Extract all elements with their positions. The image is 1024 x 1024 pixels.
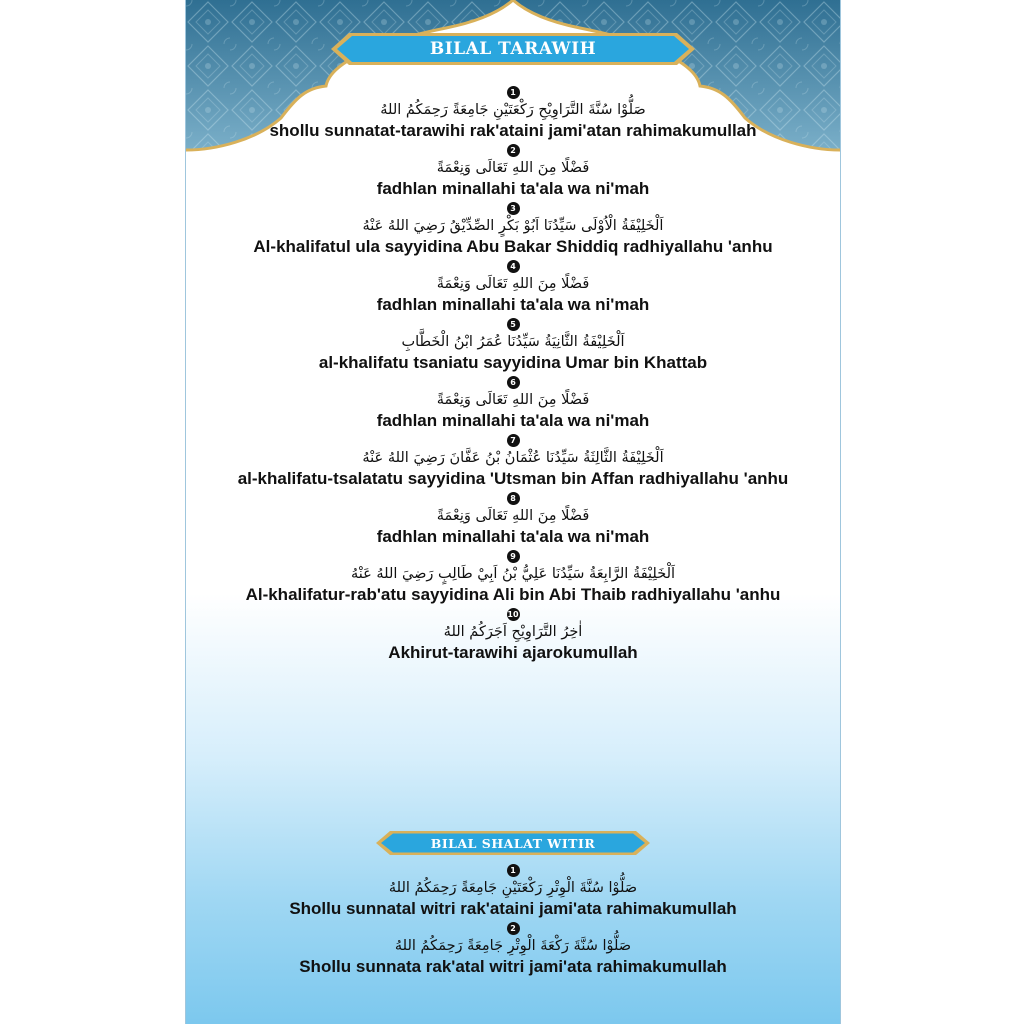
witir-item [186,920,840,978]
item-number-badge: 2 [507,144,520,157]
latin-transliteration: fadhlan minallahi ta'ala wa ni'mah [376,527,650,546]
tarawih-item [186,490,840,548]
latin-transliteration: fadhlan minallahi ta'ala wa ni'mah [376,179,650,198]
item-number-badge: 5 [507,318,520,331]
latin-transliteration: fadhlan minallahi ta'ala wa ni'mah [376,295,650,314]
witir-banner [376,829,650,857]
latin-transliteration: al-khalifatu-tsalatatu sayyidina 'Utsman bin Affan radhiyallahu 'anhu [237,469,789,488]
tarawih-item [186,316,840,374]
tarawih-item [186,258,840,316]
latin-transliteration: shollu sunnatat-tarawihi rak'ataini jami'atan rahimakumullah [269,121,757,140]
arabic-text: فَضْلًا مِنَ اللهِ تَعَالَى وَنِعْمَةً [436,160,590,176]
arabic-text: فَضْلًا مِنَ اللهِ تَعَالَى وَنِعْمَةً [436,392,590,408]
latin-transliteration: al-khalifatu tsaniatu sayyidina Umar bin Khattab [318,353,708,372]
arabic-text: فَضْلًا مِنَ اللهِ تَعَالَى وَنِعْمَةً [436,508,590,524]
title-banner [331,31,695,67]
tarawih-item [186,606,840,664]
tarawih-item [186,84,840,142]
latin-transliteration: Shollu sunnatal witri rak'ataini jami'ata rahimakumullah [289,899,737,918]
tarawih-item [186,200,840,258]
tarawih-item [186,374,840,432]
item-number-badge: 2 [507,922,520,935]
item-number-badge: 7 [507,434,520,447]
arabic-text: اَلْخَلِيْفَةُ الرَّابِعَةُ سَيِّدُنَا عَلِيُّ بْنُ اَبِيْ طَالِبٍ رَضِيَ اللهُ عَنْهُ [350,566,676,582]
item-number-badge: 4 [507,260,520,273]
arabic-text: اَلْخَلِيْفَةُ الثَّانِيَةُ سَيِّدُنَا عُمَرُ ابْنُ الْخَطَّابِ [401,334,625,350]
witir-item [186,862,840,920]
item-number-badge: 10 [507,610,519,619]
arabic-text: صَلُّوْا سُنَّةَ رَكْعَةَ الْوِتْرِ جَامِعَةً رَحِمَكُمُ اللهُ [394,938,632,954]
item-number-badge: 1 [507,86,520,99]
latin-transliteration: Al-khalifatur-rab'atu sayyidina Ali bin Abi Thaib radhiyallahu 'anhu [245,585,781,604]
witir-list [186,862,840,978]
arabic-text: اَلْخَلِيْفَةُ الثَّالِثَةُ سَيِّدُنَا عُثْمَانُ بْنُ عَفَّانَ رَضِيَ اللهُ عَنْهُ [362,450,664,466]
latin-transliteration: Shollu sunnata rak'atal witri jami'ata rahimakumullah [299,957,727,976]
arabic-text: فَضْلًا مِنَ اللهِ تَعَالَى وَنِعْمَةً [436,276,590,292]
tarawih-item [186,548,840,606]
latin-transliteration: fadhlan minallahi ta'ala wa ni'mah [376,411,650,430]
item-number-badge: 1 [507,864,520,877]
poster [185,0,841,1024]
arabic-text: صَلُّوْا سُنَّةَ الْوِتْرِ رَكْعَتَيْنِ جَامِعَةً رَحِمَكُمُ اللهُ [388,880,638,896]
latin-transliteration: Al-khalifatul ula sayyidina Abu Bakar Shiddiq radhiyallahu 'anhu [253,237,773,256]
item-number-badge: 9 [507,550,520,563]
arabic-text: صَلُّوْا سُنَّةَ التَّرَاوِيْحِ رَكْعَتَيْنِ جَامِعَةً رَحِمَكُمُ اللهُ [380,102,646,118]
item-number-badge: 3 [507,202,520,215]
arabic-text: اٰخِرُ التَّرَاوِيْحِ اَجَرَكُمُ اللهُ [443,624,583,640]
tarawih-list [186,84,840,664]
item-number-badge: 6 [507,376,520,389]
witir-title: BILAL SHALAT WITIR [430,835,596,851]
tarawih-item [186,142,840,200]
tarawih-item [186,432,840,490]
latin-transliteration: Akhirut-tarawihi ajarokumullah [388,643,638,662]
item-number-badge: 8 [507,492,520,505]
page-title: BILAL TARAWIH [429,39,597,59]
arabic-text: اَلْخَلِيْفَةُ الْاُوْلَى سَيِّدُنَا اَبُوْ بَكْرٍ الصِّدِّيْقُ رَضِيَ اللهُ عَنْهُ [362,218,664,234]
